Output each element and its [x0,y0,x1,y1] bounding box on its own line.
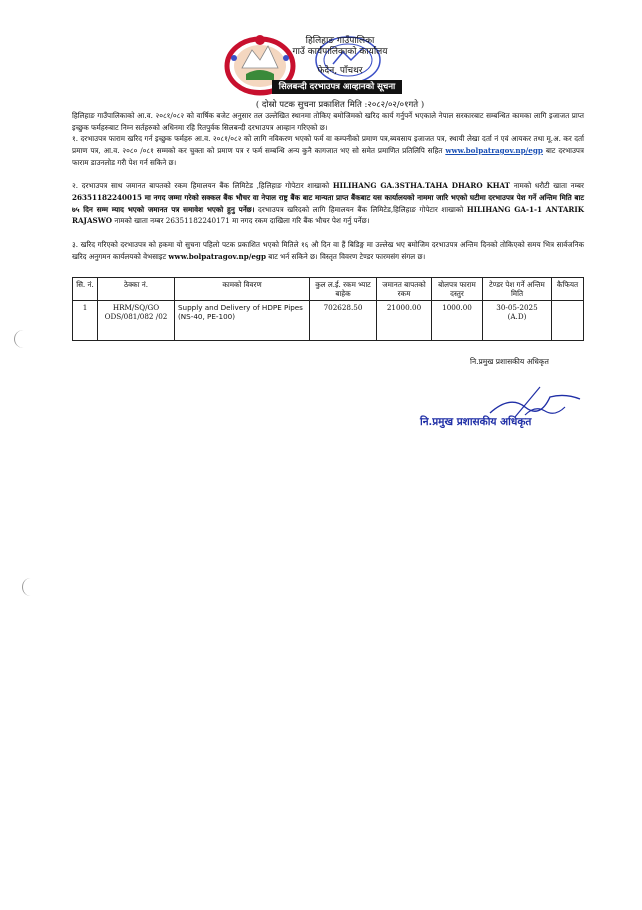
egp-link[interactable]: www.bolpatragov.np/egp [445,145,543,155]
punch-hole-mark [14,330,33,348]
egp-link-2[interactable]: www.bolpatragov.np/egp [168,251,266,261]
col-deadline: टेण्डर पेश गर्ने अन्तिम मिति [483,278,552,301]
col-sn: सि. नं. [73,278,98,301]
officer-title-small: नि.प्रमुख प्रशासकीय अधिकृत [470,357,549,366]
col-form-fee: बोलपत्र फाराम दस्तुर [432,278,483,301]
condition-3 [72,239,584,263]
condition-2 [72,180,584,227]
cell-form-fee: 1000.00 [432,301,483,341]
cell-deadline: 30-05-2025 (A.D) [483,301,552,341]
cell-contract-no: HRM/SQ/GO ODS/081/082 /02 [98,301,175,341]
cell-description: Supply and Delivery of HDPE Pipes (NS-40, PE-100) [175,301,310,341]
punch-hole-mark-2 [22,578,39,596]
condition-3-tail: बाट भर्न सकिने छ। विस्तृत विवरण टेण्डर फारमसंग संगल छ। [268,251,426,261]
col-estimate: कुल ल.ई. रकम भ्याट बाहेक [310,278,377,301]
tender-table [72,277,584,341]
condition-2-a: २. दरभाउपत्र साथ जमानत बापतको रकम हिमालयन बैंक लिमिटेड ,हिलिहाङ गोपेटार शाखाको [72,181,330,190]
condition-1-tail: बाट दरभाउपत्र फाराम डाउनलोड गरी पेश गर्न सकिने छ। [72,145,584,167]
municipality-name: हिलिहाङ गाउँपालिका [305,36,375,46]
intro-paragraph: हिलिहाङ गाउँपालिकाको आ.व. २०८१/०८२ को वार्षिक बजेट अनुसार तल उल्लेखित स्थानमा तोकिए बमोजिमको खरिद कार्य गर्नुपर्ने भएकाले नेपाल सरकारबाट सम्बन्धित कामका लागि इजाजत प्राप्त इच्छुक फर्महरुबाट निम्न सर्तहरुको अधिनमा रहि रितपुर्वक सिलबन्दी दरभाउपत्र आव्हान गरिएको छ। [72,111,584,132]
cell-remarks [552,301,584,341]
deposit-account-name: HILIHANG GA.3STHA.TAHA DHARO KHAT [332,181,511,190]
officer-title: नि.प्रमुख प्रशासकीय अधिकृत [420,416,532,428]
condition-1-text: १. दरभाउपत्र फाराम खरिद गर्न इच्छुक फर्महरु आ.व. २०८१/०८२ को लागि नविकरण भएको फर्म वा कम्पनीको प्रमाण पत्र,ब्यवसाय इजाजत पत्र, स्थायी लेखा दर्ता नं एवं आयकर तथा मू.अ. कर दर्ता प्रमाण पत्र, आ.व. २०८० /०८१ सम्मको कर चुक्ता को प्रमाण पत्र र फर्म सम्बन्धि अन्य कुनै कागजात भए सो समेत प्रमाणित प्रतिलिपि सहित [72,134,584,155]
condition-2-h: नामको खाता नम्बर 26351182240171 मा नगद रकम दाखिला गरि बैंक भौचर पेश गर्नु पर्नेछ। [114,216,370,226]
condition-2-c: नामको धरौटी खाता नम्बर [513,181,584,190]
col-remarks: कैफियत [552,278,584,301]
revenue-account-name: HILIHANG GA-1-1 ANTARIK RAJASWO [72,204,584,226]
cell-sn: 1 [73,301,98,341]
condition-2-f: दरभाउपत्र खरिदको लागि हिमालयन बैंक लिमिटेड,हिलिहाङ गोपेटार शाखाको [258,204,464,214]
deposit-account-clause: 26351182240015 मा नगद जम्मा गरेको सक्कल बैंक भौचर वा नेपाल राष्ट्र बैंक बाट मान्यता प्राप्त बैंकबाट यस कार्यालयको नाममा जारि भएको घटीमा [72,192,486,202]
table-header-row [73,278,584,301]
publication-date: ( दोस्रो पटक सुचना प्रकाशित मिति :२०८२/०२/०१गते ) [255,100,425,110]
cell-estimate: 702628.50 [310,301,377,341]
col-description: कामको विवरण [175,278,310,301]
table-row [73,301,584,341]
col-security: जमानत बापतको रकम [377,278,432,301]
col-contract-no: ठेक्का नं. [98,278,175,301]
condition-3-text: ३. खरिद गरिएको दरभाउपत्र को हकमा यो सुचना पहिलो पटक प्रकाशित भएको मितिले १६ औ दिन वा हैं बिडिङ्ग मा उल्लेख भए बमोजिम दरभाउपत्र अन्तिम दिनको तोकिएको समय भित्र सार्वजनिक खरिद अनुगमन कार्यलयको वेभसाइट [72,240,584,261]
office-address: फेदेन, पाँचथर [317,66,363,76]
cell-security: 21000.00 [377,301,432,341]
notice-title: सिलबन्दी दरभाउपत्र आव्हानको सूचना [272,80,402,94]
office-name: गाउँ कार्यपालिकाको कार्यालय [292,47,388,57]
condition-1 [72,133,584,168]
guarantee-clause: दरभाउपत्र पेश गर्ने अन्तिम मिति बाट ७५ दिन सम्म म्याद भएको जमानत पत्र समावेश भएको हुनु पर्नेछ। [72,192,584,214]
